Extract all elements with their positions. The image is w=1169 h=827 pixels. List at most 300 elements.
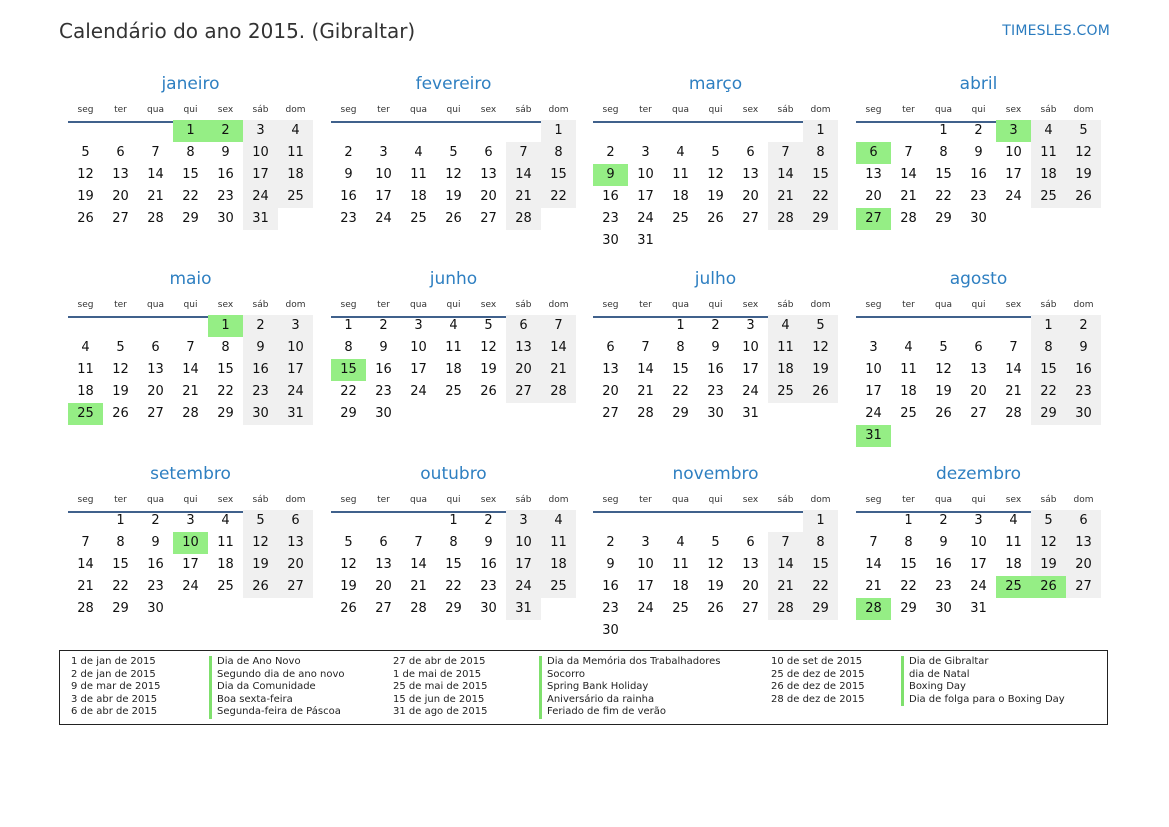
day-cell: 9 (1066, 337, 1101, 359)
day-cell: 5 (711, 145, 720, 160)
day-cell: 6 (116, 145, 125, 160)
day-cell: 25 (672, 601, 689, 616)
weekday-header: sáb (252, 105, 269, 115)
day-cell: 3 (641, 535, 650, 550)
day-cell: 20 (147, 384, 164, 399)
holiday-day-cell: 15 (331, 359, 366, 381)
day-cell: 7 (541, 315, 576, 337)
day-cell: 27 (1066, 576, 1101, 598)
day-cell: 25 (217, 579, 234, 594)
day-cell: 7 (151, 145, 160, 160)
day-cell: 16 (1066, 359, 1101, 381)
day-cell: 13 (742, 557, 759, 572)
day-cell: 1 (541, 120, 576, 142)
day-cell: 28 (410, 601, 427, 616)
day-cell: 18 (541, 554, 576, 576)
day-cell: 24 (506, 576, 541, 598)
day-cell: 9 (344, 167, 353, 182)
day-cell: 18 (278, 164, 313, 186)
day-cell: 9 (939, 535, 948, 550)
day-cell: 11 (900, 362, 917, 377)
day-cell: 16 (602, 579, 619, 594)
holiday-name: Dia da Memória dos Trabalhadores (539, 656, 720, 669)
day-cell: 19 (480, 362, 497, 377)
day-cell: 12 (445, 167, 462, 182)
day-cell: 22 (803, 186, 838, 208)
holiday-date: 31 de ago de 2015 (393, 706, 488, 718)
day-cell: 26 (1066, 186, 1101, 208)
day-cell: 29 (935, 211, 952, 226)
day-cell: 29 (900, 601, 917, 616)
day-cell: 21 (506, 186, 541, 208)
day-cell: 15 (182, 167, 199, 182)
day-cell: 13 (1066, 532, 1101, 554)
day-cell: 3 (414, 318, 423, 333)
day-cell: 6 (974, 340, 983, 355)
day-cell: 7 (641, 340, 650, 355)
day-cell: 19 (243, 554, 278, 576)
day-cell: 22 (803, 576, 838, 598)
day-cell: 22 (340, 384, 357, 399)
day-cell: 16 (480, 557, 497, 572)
weekday-header: sáb (1040, 300, 1057, 310)
day-cell: 21 (768, 186, 803, 208)
day-cell: 28 (182, 406, 199, 421)
day-cell: 26 (480, 384, 497, 399)
weekday-header: dom (1073, 300, 1094, 310)
day-cell: 17 (410, 362, 427, 377)
day-cell: 29 (672, 406, 689, 421)
day-cell: 21 (147, 189, 164, 204)
month-name: agosto (949, 269, 1008, 289)
day-cell: 7 (768, 532, 803, 554)
day-cell: 24 (970, 579, 987, 594)
day-cell: 3 (641, 145, 650, 160)
day-cell: 6 (506, 315, 541, 337)
day-cell: 11 (1005, 535, 1022, 550)
weekday-header: qui (708, 300, 723, 310)
day-cell: 16 (243, 359, 278, 381)
weekday-header: sáb (252, 495, 269, 505)
weekday-header: seg (77, 495, 94, 505)
day-cell: 30 (147, 601, 164, 616)
day-cell: 29 (340, 406, 357, 421)
day-cell: 21 (865, 579, 882, 594)
weekday-header: dom (548, 495, 569, 505)
day-cell: 27 (375, 601, 392, 616)
day-cell: 20 (480, 189, 497, 204)
day-cell: 2 (1066, 315, 1101, 337)
day-cell: 20 (865, 189, 882, 204)
day-cell: 4 (676, 145, 685, 160)
month-name: setembro (150, 464, 231, 484)
day-cell: 19 (112, 384, 129, 399)
holiday-name: Boa sexta-feira (209, 694, 345, 707)
weekday-header: qui (708, 495, 723, 505)
weekday-header: qua (672, 300, 689, 310)
weekday-header: dom (285, 105, 306, 115)
legend-column-dates (71, 656, 161, 719)
day-cell: 5 (344, 535, 353, 550)
day-cell: 16 (147, 557, 164, 572)
day-cell: 12 (480, 340, 497, 355)
holiday-day-cell: 31 (856, 425, 891, 447)
day-cell: 2 (939, 513, 948, 528)
day-cell: 5 (939, 340, 948, 355)
weekday-header: ter (114, 105, 127, 115)
day-cell: 31 (742, 406, 759, 421)
day-cell: 24 (637, 211, 654, 226)
weekday-header: sex (1005, 495, 1022, 505)
day-cell: 20 (375, 579, 392, 594)
day-cell: 25 (900, 406, 917, 421)
weekday-header: sáb (515, 495, 532, 505)
legend-column-names (909, 656, 1065, 706)
holiday-date: 3 de abr de 2015 (71, 693, 158, 705)
day-cell: 3 (974, 513, 983, 528)
weekday-header: qua (935, 495, 952, 505)
day-cell: 29 (803, 208, 838, 230)
day-cell: 2 (243, 315, 278, 337)
day-cell: 5 (449, 145, 458, 160)
month-name: junho (429, 269, 478, 289)
day-cell: 28 (768, 208, 803, 230)
holiday-day-cell: 2 (208, 120, 243, 142)
day-cell: 30 (602, 233, 619, 248)
day-cell: 7 (414, 535, 423, 550)
weekday-header: seg (340, 300, 357, 310)
day-cell: 18 (672, 189, 689, 204)
holiday-day-cell: 27 (856, 208, 891, 230)
day-cell: 18 (1005, 557, 1022, 572)
day-cell: 20 (742, 579, 759, 594)
holiday-name: Boxing Day (901, 681, 1065, 694)
holiday-date: 27 de abr de 2015 (393, 656, 486, 667)
day-cell: 8 (449, 535, 458, 550)
holiday-date: 9 de mar de 2015 (71, 681, 161, 693)
day-cell: 8 (186, 145, 195, 160)
day-cell: 21 (541, 359, 576, 381)
day-cell: 9 (151, 535, 160, 550)
day-cell: 7 (1009, 340, 1018, 355)
day-cell: 18 (768, 359, 803, 381)
day-cell: 3 (278, 315, 313, 337)
weekday-header: qua (147, 105, 164, 115)
day-cell: 20 (506, 359, 541, 381)
day-cell: 30 (217, 211, 234, 226)
day-cell: 29 (445, 601, 462, 616)
weekday-header: dom (1073, 105, 1094, 115)
day-cell: 13 (742, 167, 759, 182)
day-cell: 5 (81, 145, 90, 160)
day-cell: 26 (707, 601, 724, 616)
day-cell: 5 (1031, 510, 1066, 532)
weekday-header: ter (377, 495, 390, 505)
day-cell: 7 (904, 145, 913, 160)
day-cell: 10 (278, 337, 313, 359)
day-cell: 11 (217, 535, 234, 550)
day-cell: 31 (278, 403, 313, 425)
weekday-header: sáb (515, 105, 532, 115)
day-cell: 28 (900, 211, 917, 226)
legend-column-dates (771, 656, 865, 706)
day-cell: 30 (243, 403, 278, 425)
day-cell: 17 (1005, 167, 1022, 182)
holiday-name: Segundo dia de ano novo (209, 669, 345, 682)
day-cell: 8 (939, 145, 948, 160)
day-cell: 31 (243, 208, 278, 230)
day-cell: 26 (112, 406, 129, 421)
day-cell: 8 (803, 142, 838, 164)
day-cell: 7 (768, 142, 803, 164)
weekday-header: sex (480, 300, 497, 310)
day-cell: 2 (974, 123, 983, 138)
holiday-name: dia de Natal (901, 669, 1065, 682)
weekday-header: seg (340, 105, 357, 115)
holiday-day-cell: 26 (1031, 576, 1066, 598)
day-cell: 14 (865, 557, 882, 572)
holiday-day-cell: 10 (173, 532, 208, 554)
day-cell: 9 (379, 340, 388, 355)
day-cell: 10 (865, 362, 882, 377)
brand-link[interactable]: TIMESLES.COM (1002, 23, 1110, 39)
day-cell: 21 (182, 384, 199, 399)
holiday-date: 1 de jan de 2015 (71, 656, 156, 667)
day-cell: 17 (375, 189, 392, 204)
day-cell: 18 (217, 557, 234, 572)
day-cell: 26 (445, 211, 462, 226)
weekday-header: ter (902, 495, 915, 505)
weekday-header: ter (902, 105, 915, 115)
day-cell: 23 (1066, 381, 1101, 403)
day-cell: 10 (1005, 145, 1022, 160)
day-cell: 13 (278, 532, 313, 554)
day-cell: 3 (186, 513, 195, 528)
day-cell: 13 (970, 362, 987, 377)
legend-column-dates (393, 656, 488, 719)
day-cell: 8 (904, 535, 913, 550)
day-cell: 9 (711, 340, 720, 355)
weekday-header: sáb (1040, 495, 1057, 505)
day-cell: 25 (672, 211, 689, 226)
day-cell: 13 (375, 557, 392, 572)
day-cell: 16 (375, 362, 392, 377)
day-cell: 24 (243, 186, 278, 208)
day-cell: 28 (506, 208, 541, 230)
holiday-day-cell: 28 (856, 598, 891, 620)
day-cell: 6 (746, 145, 755, 160)
day-cell: 4 (1031, 120, 1066, 142)
day-cell: 22 (112, 579, 129, 594)
day-cell: 4 (676, 535, 685, 550)
day-cell: 19 (707, 189, 724, 204)
day-cell: 19 (340, 579, 357, 594)
day-cell: 30 (970, 211, 987, 226)
day-cell: 20 (1066, 554, 1101, 576)
day-cell: 23 (970, 189, 987, 204)
holiday-day-cell: 6 (856, 142, 891, 164)
day-cell: 25 (410, 211, 427, 226)
weekday-header: qua (410, 300, 427, 310)
legend-column-names (217, 656, 345, 719)
holiday-day-cell: 9 (593, 164, 628, 186)
day-cell: 6 (1066, 510, 1101, 532)
holiday-date: 6 de abr de 2015 (71, 706, 158, 718)
day-cell: 24 (865, 406, 882, 421)
day-cell: 14 (768, 554, 803, 576)
day-cell: 14 (768, 164, 803, 186)
weekday-header: sex (480, 495, 497, 505)
day-cell: 18 (445, 362, 462, 377)
day-cell: 12 (112, 362, 129, 377)
day-cell: 4 (904, 340, 913, 355)
day-cell: 5 (711, 535, 720, 550)
day-cell: 19 (1031, 554, 1066, 576)
weekday-header: qui (183, 105, 198, 115)
day-cell: 6 (278, 510, 313, 532)
weekday-header: dom (810, 300, 831, 310)
day-cell: 23 (480, 579, 497, 594)
weekday-header: qua (410, 495, 427, 505)
day-cell: 18 (900, 384, 917, 399)
holiday-date: 10 de set de 2015 (771, 656, 863, 667)
day-cell: 22 (672, 384, 689, 399)
day-cell: 9 (243, 337, 278, 359)
day-cell: 12 (77, 167, 94, 182)
month-name: maio (169, 269, 212, 289)
day-cell: 31 (970, 601, 987, 616)
day-cell: 4 (278, 120, 313, 142)
day-cell: 11 (541, 532, 576, 554)
weekday-header: seg (602, 105, 619, 115)
day-cell: 20 (112, 189, 129, 204)
day-cell: 9 (974, 145, 983, 160)
month-divider (593, 121, 838, 123)
holiday-name: Feriado de fim de verão (539, 706, 720, 719)
day-cell: 23 (147, 579, 164, 594)
day-cell: 27 (506, 381, 541, 403)
day-cell: 21 (1005, 384, 1022, 399)
day-cell: 17 (243, 164, 278, 186)
weekday-header: qua (672, 495, 689, 505)
day-cell: 17 (506, 554, 541, 576)
day-cell: 4 (221, 513, 230, 528)
day-cell: 29 (217, 406, 234, 421)
weekday-header: dom (810, 105, 831, 115)
day-cell: 28 (1005, 406, 1022, 421)
day-cell: 24 (278, 381, 313, 403)
day-cell: 23 (340, 211, 357, 226)
day-cell: 16 (340, 189, 357, 204)
day-cell: 30 (480, 601, 497, 616)
month-name: dezembro (936, 464, 1021, 484)
day-cell: 8 (116, 535, 125, 550)
month-divider (331, 121, 576, 123)
weekday-header: seg (602, 300, 619, 310)
day-cell: 25 (278, 186, 313, 208)
day-cell: 28 (147, 211, 164, 226)
month-name: novembro (672, 464, 759, 484)
day-cell: 23 (217, 189, 234, 204)
day-cell: 17 (637, 189, 654, 204)
day-cell: 27 (742, 211, 759, 226)
day-cell: 1 (803, 510, 838, 532)
day-cell: 25 (445, 384, 462, 399)
weekday-header: sáb (777, 300, 794, 310)
day-cell: 6 (151, 340, 160, 355)
day-cell: 11 (445, 340, 462, 355)
day-cell: 30 (1066, 403, 1101, 425)
day-cell: 26 (935, 406, 952, 421)
holiday-name: Dia de Ano Novo (209, 656, 345, 669)
day-cell: 15 (1031, 359, 1066, 381)
day-cell: 14 (1005, 362, 1022, 377)
day-cell: 11 (672, 167, 689, 182)
weekday-header: sex (1005, 300, 1022, 310)
day-cell: 19 (935, 384, 952, 399)
day-cell: 15 (672, 362, 689, 377)
weekday-header: seg (865, 105, 882, 115)
day-cell: 11 (278, 142, 313, 164)
weekday-header: qui (446, 495, 461, 505)
day-cell: 27 (970, 406, 987, 421)
weekday-header: sex (217, 105, 234, 115)
month-name: outubro (420, 464, 487, 484)
day-cell: 29 (803, 598, 838, 620)
day-cell: 8 (1031, 337, 1066, 359)
day-cell: 16 (970, 167, 987, 182)
day-cell: 2 (484, 513, 493, 528)
day-cell: 8 (221, 340, 230, 355)
month-divider (593, 511, 838, 513)
day-cell: 2 (379, 318, 388, 333)
day-cell: 15 (900, 557, 917, 572)
day-cell: 22 (900, 579, 917, 594)
day-cell: 24 (1005, 189, 1022, 204)
day-cell: 10 (410, 340, 427, 355)
day-cell: 28 (768, 598, 803, 620)
day-cell: 1 (116, 513, 125, 528)
day-cell: 24 (410, 384, 427, 399)
weekday-header: ter (114, 495, 127, 505)
day-cell: 18 (1031, 164, 1066, 186)
weekday-header: dom (285, 495, 306, 505)
weekday-header: ter (639, 495, 652, 505)
day-cell: 4 (449, 318, 458, 333)
weekday-header: ter (377, 300, 390, 310)
holiday-legend (59, 650, 1108, 725)
day-cell: 5 (803, 315, 838, 337)
day-cell: 29 (112, 601, 129, 616)
weekday-header: qui (183, 300, 198, 310)
day-cell: 13 (865, 167, 882, 182)
day-cell: 30 (707, 406, 724, 421)
day-cell: 6 (606, 340, 615, 355)
day-cell: 31 (637, 233, 654, 248)
day-cell: 11 (77, 362, 94, 377)
calendar-title: Calendário do ano 2015. (Gibraltar) (59, 19, 416, 43)
month-name: janeiro (161, 74, 220, 94)
weekday-header: seg (602, 495, 619, 505)
day-cell: 10 (970, 535, 987, 550)
day-cell: 28 (637, 406, 654, 421)
day-cell: 10 (243, 142, 278, 164)
weekday-header: ter (639, 105, 652, 115)
day-cell: 16 (707, 362, 724, 377)
weekday-header: qui (446, 105, 461, 115)
day-cell: 7 (81, 535, 90, 550)
day-cell: 15 (935, 167, 952, 182)
